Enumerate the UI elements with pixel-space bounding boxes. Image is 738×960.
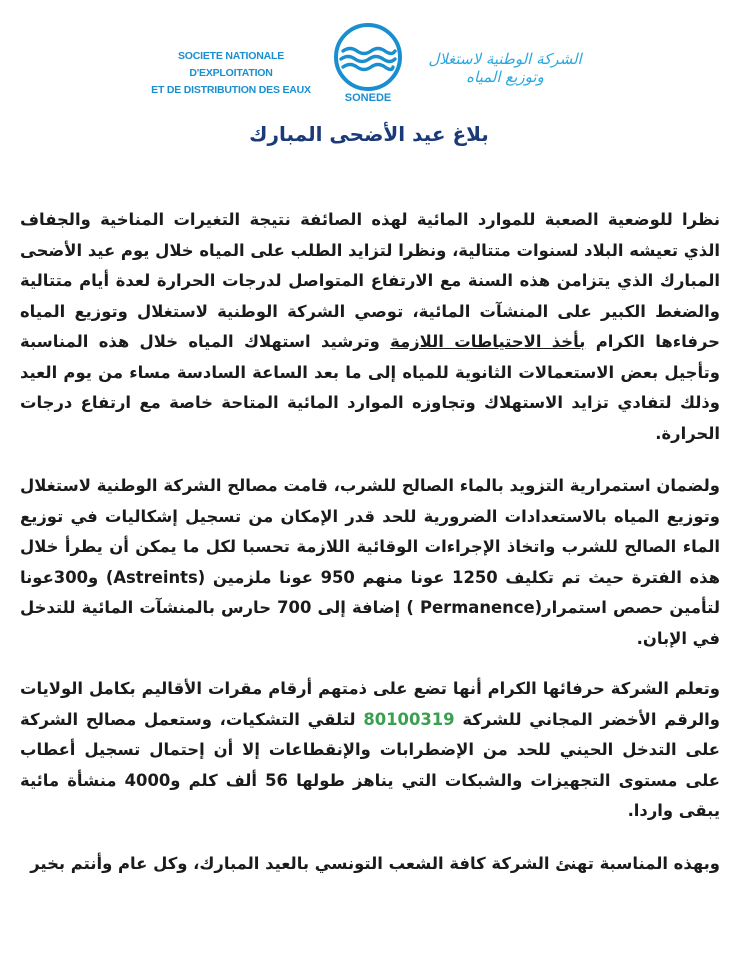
paragraph-3	[20, 674, 720, 827]
header	[0, 8, 738, 108]
paragraph-1-part-b: وترشيد استهلاك المياه خلال هذه المناسبة وتأجيل بعض الاستعمالات الثانوية للمياه إلى ما بعد الساعة السادسة مساء من يوم العيد وذلك لتفادي تزايد الاستهلاك وتجاوزه الموارد المائية المتاحة خاصة مع ارتفاع درجات الحرارة.	[20, 332, 720, 443]
announcement-body	[20, 205, 720, 901]
paragraph-2: ولضمان استمرارية التزويد بالماء الصالح للشرب، قامت مصالح الشركة الوطنية لاستغلال وتوزيع المياه بالاستعدادات الضرورية للحد قدر الإمكان من تسجيل إشكاليات في توزيع الماء الصالح للشرب واتخاذ الإجراءات الوقائية اللازمة تحسبا لكل ما يمكن أن يطرأ خلال هذه الفترة حيث تم تكليف 1250 عونا منهم 950 عونا ملزمين (Astreints) و300عونا لتأمين حصص استمرار(Permanence ) إضافة إلى 700 حارس بالمنشآت المائية للتدخل في الإبان.	[20, 476, 721, 648]
paragraph-1-underlined: بأخذ الاحتياطات اللازمة	[390, 332, 586, 351]
paragraph-4: وبهذه المناسبة تهنئ الشركة كافة الشعب التونسي بالعيد المبارك، وكل عام وأنتم بخير	[30, 853, 720, 873]
paragraph-1	[20, 205, 720, 449]
company-name-french-line1: SOCIETE NATIONALE D'EXPLOITATION	[177, 50, 285, 79]
water-waves-icon	[333, 22, 403, 92]
green-phone-number: 80100319	[363, 709, 455, 729]
paragraph-1-part-a: نظرا للوضعية الصعبة للموارد المائية لهذه الصائفة نتيجة التغيرات المناخية والجفاف الذي تعيشه البلاد لسنوات متتالية، ونظرا لتزايد الطلب على المياه خلال يوم عيد الأضحى المبارك الذي يتزامن هذه السنة مع الارتفاع المتواصل لدرجات الحرارة لعدة أيام متتالية والضغط الكبير على المنشآت المائية، توصي الشركة الوطنية لاستغلال وتوزيع المياه حرفاءها الكرام	[20, 210, 720, 351]
company-name-french	[146, 48, 316, 99]
paragraph-3-part-b: لتلقي التشكيات، وستعمل مصالح الشركة على التدخل الحيني للحد من الإضطرابات والإنقطاعات إلا أن إحتمال تسجيل أعطاب على مستوى التجهيزات والشبكات التي يناهز طولها 56 ألف كلم و4000 منشأة مائية يبقى واردا.	[20, 709, 720, 820]
paragraph-3-part-a: وتعلم الشركة حرفائها الكرام أنها تضع على ذمتهم أرقام مقرات الأقاليم بكامل الولايات والرقم الأخضر المجاني للشركة	[20, 679, 720, 729]
logo-text: SONEDE	[344, 92, 392, 104]
page-title: بلاغ عيد الأضحى المبارك	[249, 122, 489, 146]
company-name-arabic: الشركة الوطنية لاستغلال وتوزيع المياه	[428, 50, 582, 86]
company-name-french-line2: ET DE DISTRIBUTION DES EAUX	[151, 84, 311, 96]
